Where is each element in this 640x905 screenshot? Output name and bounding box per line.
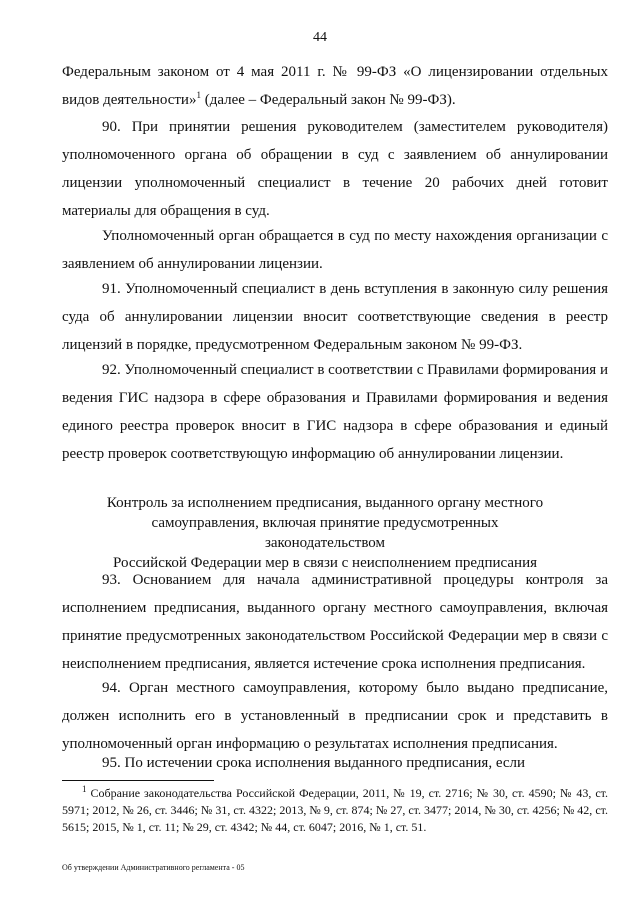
paragraph-continuation: [62, 58, 608, 114]
paragraph-92: 92. Уполномоченный специалист в соответствии с Правилами формирования и ведения ГИС надзора в сфере образования и Правилами формирования и ведения единого реестра проверок вносит в ГИС надзора в сфере образования и единый реестр проверок соответствующую информацию об аннулировании лицензии.: [62, 362, 608, 462]
paragraph-93: 93. Основанием для начала административной процедуры контроля за исполнением предписания, выданного органу местного самоуправления, включая принятие предусмотренных законодательством Российской Федерации мер в связи с неисполнением предписания, является истечение срока исполнения предписания.: [62, 572, 608, 672]
section-heading: [90, 493, 560, 573]
paragraph-90: 90. При принятии решения руководителем (заместителем руководителя) уполномоченного органа об обращении в суд с заявлением об аннулировании лицензии уполномоченный специалист в течение 20 рабочих дней готовит материалы для обращения в суд.: [62, 119, 608, 219]
paragraph-continuation-text: Федеральным законом от 4 мая 2011 г. № 99-ФЗ «О лицензировании отдельных видов деятельности»: [62, 64, 608, 108]
page-number: 44: [313, 30, 327, 45]
paragraph-94: 94. Орган местного самоуправления, которому было выдано предписание, должен исполнить его в установленный в предписании срок и представить в уполномоченный орган информацию о результатах исполнения предписания.: [62, 680, 608, 752]
paragraph-continuation-tail: (далее – Федеральный закон № 99-ФЗ).: [200, 92, 456, 108]
footnote: [62, 785, 608, 836]
paragraph-90-continued: Уполномоченный орган обращается в суд по месту нахождения организации с заявлением об аннулировании лицензии.: [62, 228, 608, 272]
paragraph-91: 91. Уполномоченный специалист в день вступления в законную силу решения суда об аннулировании лицензии вносит соответствующие сведения в реестр лицензий в порядке, предусмотренном Федеральным законом № 99-ФЗ.: [62, 281, 608, 353]
footnote-reference: 1: [196, 90, 201, 100]
paragraph-95: 95. По истечении срока исполнения выданного предписания, если: [102, 755, 526, 771]
footnote-divider: [62, 780, 214, 781]
section-heading-line: Российской Федерации мер в связи с неисполнением предписания: [113, 555, 537, 571]
footnote-mark: 1: [82, 784, 87, 794]
section-heading-line: самоуправления, включая принятие предусмотренных законодательством: [151, 515, 499, 551]
footnote-text: Собрание законодательства Российской Федерации, 2011, № 19, ст. 2716; № 30, ст. 4590; № 43, ст. 5971; 2012, № 26, ст. 3446; № 31, ст. 4322; 2013, № 9, ст. 874; № 27, ст. 3477; 2014, № 30, ст. 4256; № 42, ст. 5615; 2015, № 1, ст. 11; № 29, ст. 4342; № 44, ст. 6047; 2016, № 1, ст. 51.: [62, 786, 608, 834]
page-footer: Об утверждении Административного регламента - 05: [62, 863, 245, 872]
section-heading-line: Контроль за исполнением предписания, выданного органу местного: [106, 495, 544, 511]
